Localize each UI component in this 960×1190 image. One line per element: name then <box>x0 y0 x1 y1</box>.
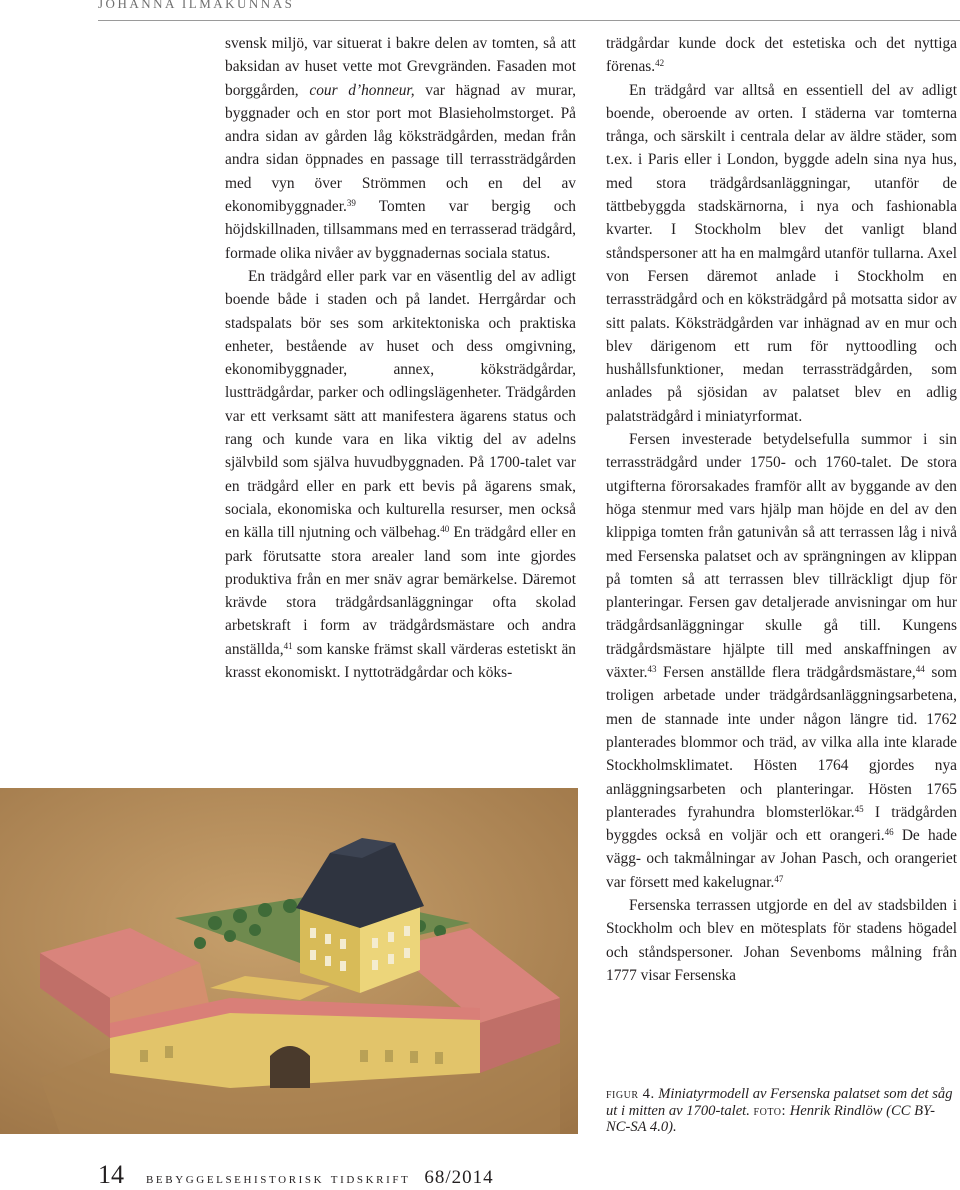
text-run: var hägnad av murar, byggnader och en stor port mot Blasieholmstorget. På andra sidan av gården låg köksträdgården, medan från andra sidan öppnades en passage till terrassträdgården med vyn över Strömmen och en del av ekonomibyggnader. <box>225 81 576 216</box>
text-run: Tomten var bergig och höjdskillnaden, tillsammans med en terrasserad trädgård, formade olika nivåer av byggnadernas sociala status. <box>225 198 576 262</box>
footnote-ref: 46 <box>884 827 894 838</box>
right-paragraph-4 <box>606 894 957 987</box>
text-run: Fersenska terrassen utgjorde en del av stadsbilden i Stockholm och blev en mötesplats för stadens högadel och ståndspersoner. Johan Sevenboms målning från 1777 visar Fersenska <box>606 896 957 984</box>
left-text-column <box>225 32 576 684</box>
caption-photo-label: foto: <box>753 1102 787 1119</box>
text-run: som kanske främst skall värderas estetiskt än krasst ekonomiskt. I nyttoträdgårdar och köks- <box>225 640 576 682</box>
gate-arch <box>270 1046 310 1088</box>
footnote-ref: 47 <box>774 873 784 884</box>
text-run: I trädgården byggdes också en voljär och ett orangeri. <box>606 803 957 845</box>
header-rule <box>98 20 960 21</box>
text-run: En trädgård eller en park förutsatte stora arealer land som inte gjordes produktiva från en mer snäv agrar bemärkelse. Däremot krävde stora trädgårdsanläggningar ofta skolad arbetskraft i form av trädgårdsmästare och andra anställda, <box>225 524 576 658</box>
text-run: Fersen anställde flera trädgårdsmästare, <box>656 664 916 682</box>
text-run: En trädgård var alltså en essentiell del av adligt boende, oberoende av orten. I städerna var tomterna trånga, och särskilt i centrala delar av äldre städer, som t.ex. i Paris eller i London, byggde adeln sina nya hus, med stora trädgårdsanläggningar, utanför de tättbebyggda stadskärnorna, i nya och fashionabla kvarter. I Stockholm blev det vanligt bland ståndspersoner att ha en malmgård utanför tullarna. Axel von Fersen däremot anlade i Stockholm en terrassträdgård och en köksträdgård på motsatta sidor av sitt palats. Köksträdgården var inhägnad av en mur och blev därigenom ett rum för nyttoodling och hushållsfunktioner, medan terrassträdgården, som anlades på sjösidan av palatset blev en adlig palatsträdgård i miniatyrformat. <box>606 81 957 425</box>
caption-text: Miniatyrmodell av Fersenska palatset som det såg ut i mitten av 1700-talet. <box>606 1086 953 1119</box>
issue-number: 68/2014 <box>424 1167 494 1188</box>
left-paragraph-1 <box>225 32 576 265</box>
text-run: En trädgård eller park var en väsentlig del av adligt boende både i staden och på landet. Herrgårdar och stadspalats bör ses som arkitektoniska och praktiska enheter, bestående av huset och dess omgivning, ekonomibyggnader, annex, köksträdgårdar, lustträdgårdar, parker och odlingslägenheter. Trädgården var ett verksamt sätt att manifestera ägarens status och rang och kunde vara en lika viktig del av adelns självbild som själva huvudbyggnaden. På 1700-talet var en trädgård eller en park ett bevis på ägarens smak, sociala, ekonomiska och kulturella resurser, men också en källa till njutning och välbehag. <box>225 267 576 542</box>
italic-term: cour d’honneur, <box>309 81 415 99</box>
right-paragraph-1 <box>606 32 957 79</box>
footnote-ref: 41 <box>283 640 293 651</box>
text-run: trädgårdar kunde dock det estetiska och det nyttiga förenas. <box>606 35 957 76</box>
caption-credit: Henrik Rindlöw (CC BY-NC-SA 4.0). <box>606 1102 935 1135</box>
text-run: Fersen investerade betydelsefulla summor i sin terrassträdgård under 1750- och 1760-talet. De stora utgifterna förorsakades framför allt av byggande av den höga stenmur med vars hjälp man höjde en del av den klippiga tomten från gatunivån så att terrassen låg i nivå med Fersenska palatset och av sprängningen av klippan på tomten så att terrassen blev tillräckligt djup för planteringar. Fersen gav detaljerade anvisningar om hur trädgårdsanläggningar skulle gå till. Kungens trädgårdsmästare hjälpte till med anskaffningen av växter. <box>606 431 957 682</box>
figure-palace-model-photo <box>0 788 578 1134</box>
caption-label: figur 4. <box>606 1086 655 1102</box>
running-head: JOHANNA ILMAKUNNAS <box>98 0 295 11</box>
palace-model-illustration <box>0 788 578 1134</box>
footnote-ref: 43 <box>647 664 657 675</box>
text-run: svensk miljö, var situerat i bakre delen av tomten, så att baksidan av huset vette mot Grevgränden. Fasaden mot borggården, <box>225 35 576 99</box>
right-paragraph-3 <box>606 428 957 894</box>
text-run: De hade vägg- och takmålningar av Johan Pasch, och orangeriet var försett med kakelugnar. <box>606 827 957 891</box>
journal-name: bebyggelsehistorisk tidskrift <box>146 1170 411 1187</box>
figure-caption <box>606 1086 958 1136</box>
page-number: 14 <box>98 1160 124 1189</box>
footnote-ref: 40 <box>440 524 450 535</box>
footnote-ref: 44 <box>915 664 925 675</box>
text-run: som troligen arbetade under trädgårdsanläggningsarbetena, men de stannade inte under någon längre tid. 1762 planterades blommor och träd, av vilka alla inte klarade Stockholmsklimatet. Hösten 1764 gjordes nya anläggningsarbeten och planteringar. Hösten 1765 planterades fyrahundra blomsterlökar. <box>606 664 957 821</box>
page-footer <box>98 1160 494 1190</box>
footnote-ref: 42 <box>655 58 665 69</box>
left-paragraph-2 <box>225 265 576 684</box>
footnote-ref: 39 <box>346 198 356 209</box>
footnote-ref: 45 <box>854 803 864 814</box>
right-paragraph-2 <box>606 79 957 428</box>
right-text-column <box>606 32 957 987</box>
